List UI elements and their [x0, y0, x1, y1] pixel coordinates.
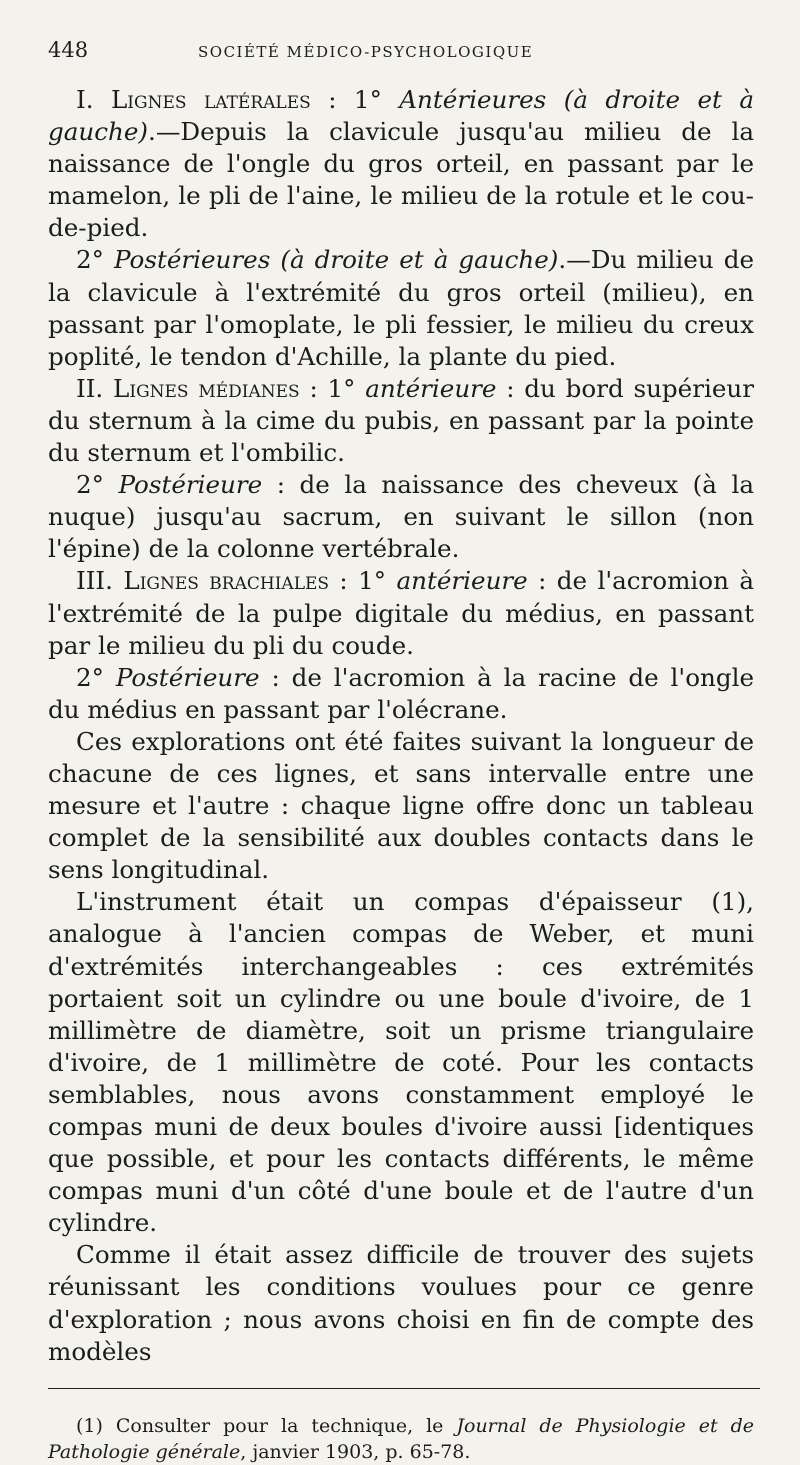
footnote-rule: [48, 1388, 760, 1389]
paragraph-5: [48, 565, 754, 661]
italic-term: Postérieure: [115, 662, 260, 692]
section-heading: Lignes latérales: [110, 85, 311, 114]
italic-term: Antérieures (à droite et à gauche): [48, 85, 754, 147]
paragraph-text: .—Depuis la clavicule jusqu'au milieu de la naissance de l'ongle du gros orteil, en passant par le mamelon, le pli de l'aine, le milieu de la rotule et le cou-de-pied.: [48, 117, 754, 243]
paragraph-8: L'instrument était un compas d'épaisseur (1), analogue à l'ancien compas de Weber, et muni d'extrémités interchangeables : ces extrémités portaient soit un cylindre ou une boule d'ivoire, de 1 millimètre de diamètre, soit un prisme triangulaire d'ivoire, de 1 millimètre de coté. Pour les contacts semblables, nous avons constamment employé le compas muni de deux boules d'ivoire aussi [identiques que possible, et pour les contacts différents, le même compas muni d'un côté d'une boule et de l'autre d'un cylindre.: [48, 887, 754, 1238]
italic-term: Postérieures (à droite et à gauche): [113, 245, 559, 275]
footnote-text: (1) Consulter pour la technique, le: [76, 1414, 457, 1437]
paragraph-text: : du bord supérieur du sternum à la cime du pubis, en passant par la pointe du sternum et l'ombilic.: [48, 373, 754, 468]
paragraph-text: : de l'acromion à la racine de l'ongle du médius en passant par l'olécrane.: [48, 662, 754, 724]
footnote-journal: Journal de Physiologie et de Pathologie générale: [48, 1414, 755, 1463]
page-header: [48, 38, 754, 72]
paragraph-7: Ces explorations ont été faites suivant la longueur de chacune de ces lignes, et sans intervalle entre une mesure et l'autre : chaque ligne offre donc un tableau complet de la sensibilité aux doubles contacts dans le sens longitudinal.: [48, 726, 754, 885]
paragraph-3: [48, 373, 754, 469]
running-head: SOCIÉTÉ MÉDICO-PSYCHOLOGIQUE: [198, 43, 534, 61]
section-number: III.: [76, 566, 124, 596]
paragraph-text: : de l'acromion à l'extrémité de la pulpe digitale du médius, en passant par le milieu du pli du coude.: [48, 566, 754, 660]
item-number: 2°: [76, 245, 114, 275]
paragraph-1: [48, 84, 754, 244]
separator: : 1°: [329, 566, 397, 596]
italic-term: antérieure: [396, 566, 528, 596]
section-number: II.: [76, 373, 114, 403]
paragraph-4: [48, 469, 754, 565]
paragraph-text: : de la naissance des cheveux (à la nuque) jusqu'au sacrum, en suivant le sillon (non l'épine) de la colonne vertébrale.: [48, 470, 754, 564]
paragraph-9: Comme il était assez difficile de trouver des sujets réunissant les conditions voulues pour ce genre d'exploration ; nous avons choisi en fin de compte des modèles: [48, 1240, 754, 1366]
item-number: 2°: [76, 662, 116, 692]
paragraph-2: [48, 244, 754, 372]
body-text: [48, 84, 754, 1368]
footnote-citation: , janvier 1903, p. 65-78.: [240, 1440, 471, 1463]
item-number: 2°: [76, 470, 119, 500]
paragraph-6: [48, 662, 754, 726]
page-number: 448: [48, 38, 89, 62]
section-heading: Lignes médianes: [113, 373, 300, 403]
section-heading: Lignes brachiales: [123, 566, 330, 596]
italic-term: antérieure: [365, 373, 497, 403]
footnote: [48, 1413, 754, 1465]
italic-term: Postérieure: [118, 470, 263, 500]
paragraph-text: .—Du milieu de la clavicule à l'extrémité du gros orteil (milieu), en passant par l'omoplate, le pli fessier, le milieu du creux poplité, le tendon d'Achille, la plante du pied.: [48, 245, 754, 371]
separator: : 1°: [310, 85, 400, 114]
section-number: I.: [76, 85, 111, 114]
separator: : 1°: [299, 373, 366, 403]
